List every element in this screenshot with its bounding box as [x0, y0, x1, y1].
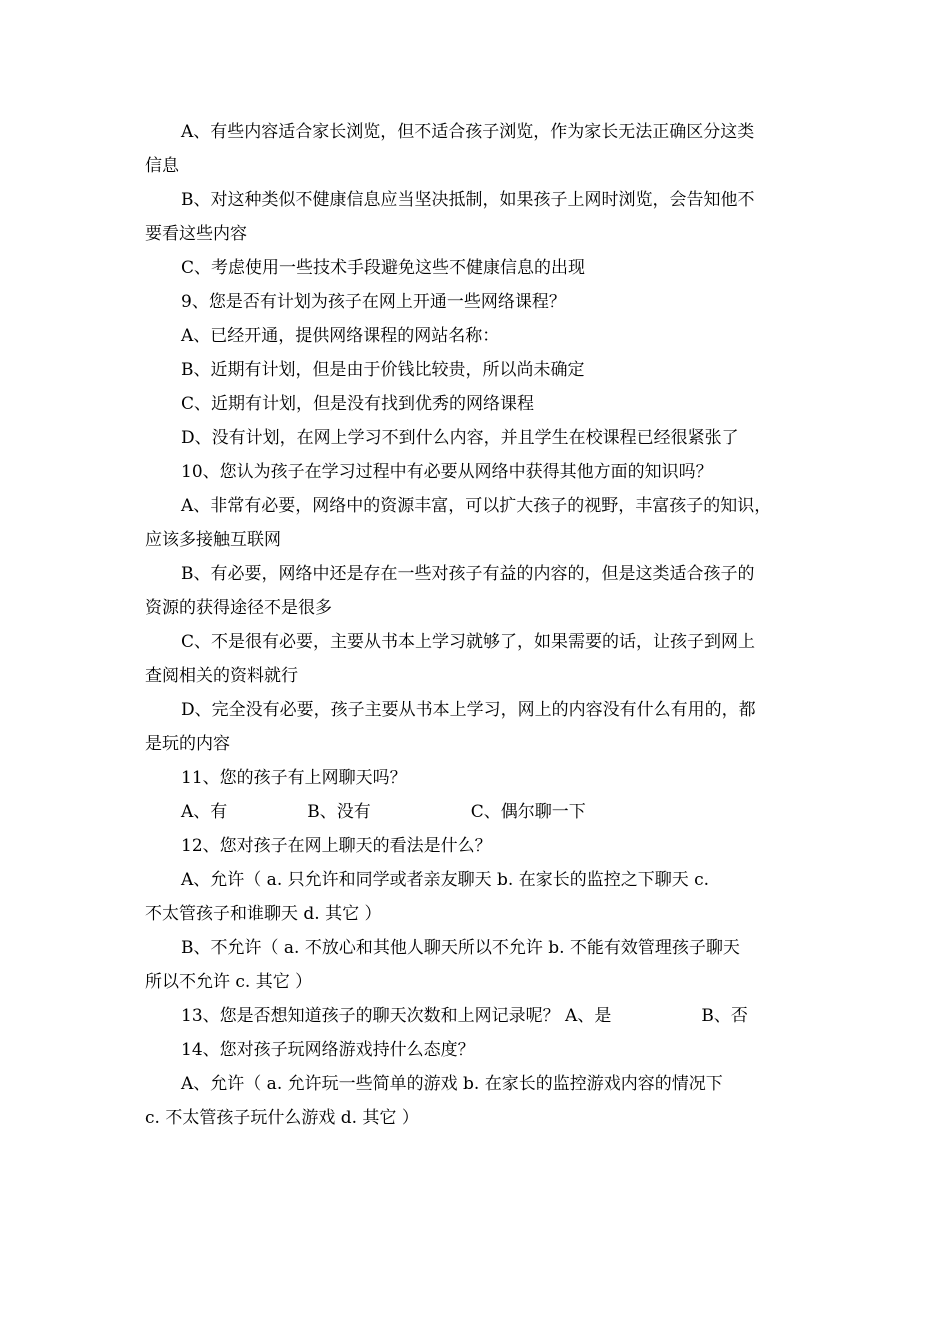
- q8-option-c: C、考虑使用一些技术手段避免这些不健康信息的出现: [181, 258, 586, 278]
- q9-option-b: B、近期有计划，但是由于价钱比较贵，所以尚未确定: [181, 360, 585, 380]
- questionnaire-body: [145, 120, 810, 1140]
- q12-option-b: B、不允许（ a. 不放心和其他人聊天所以不允许 b. 不能有效管理孩子聊天: [181, 938, 740, 958]
- q10-question: 10、您认为孩子在学习过程中有必要从网络中获得其他方面的知识吗？: [181, 462, 713, 482]
- q10-option-d-cont: 是玩的内容: [145, 734, 230, 754]
- q11-option-a: A、有: [181, 802, 228, 822]
- q10-option-b: B、有必要，网络中还是存在一些对孩子有益的内容的，但是这类适合孩子的: [181, 564, 755, 584]
- q10-option-b-cont: 资源的获得途径不是很多: [145, 598, 332, 618]
- q12-option-b-cont: 所以不允许 c. 其它 ）: [145, 972, 313, 992]
- q13-question: 13、您是否想知道孩子的聊天次数和上网记录呢？: [181, 1006, 560, 1026]
- q14-option-a-cont: c. 不太管孩子玩什么游戏 d. 其它 ）: [145, 1108, 419, 1128]
- q14-option-a: A、允许（ a. 允许玩一些简单的游戏 b. 在家长的监控游戏内容的情况下: [181, 1074, 723, 1094]
- q14-question: 14、您对孩子玩网络游戏持什么态度？: [181, 1040, 475, 1060]
- q8-option-a-cont: 信息: [145, 156, 179, 176]
- q11-options: [145, 800, 810, 824]
- q11-option-b: B、没有: [307, 802, 371, 822]
- q11-option-c: C、偶尔聊一下: [470, 802, 586, 822]
- q9-question: 9、您是否有计划为孩子在网上开通一些网络课程？: [181, 292, 566, 312]
- q8-option-a: A、有些内容适合家长浏览，但不适合孩子浏览，作为家长无法正确区分这类: [181, 122, 755, 142]
- q9-option-a: A、已经开通，提供网络课程的网站名称：: [181, 326, 500, 346]
- q10-option-a: A、非常有必要，网络中的资源丰富，可以扩大孩子的视野，丰富孩子的知识，: [181, 496, 772, 516]
- q13-option-b: B、否: [701, 1006, 748, 1026]
- q10-option-c-cont: 查阅相关的资料就行: [145, 666, 298, 686]
- q9-option-d: D、没有计划，在网上学习不到什么内容，并且学生在校课程已经很紧张了: [181, 428, 739, 448]
- q10-option-a-cont: 应该多接触互联网: [145, 530, 281, 550]
- q8-option-b: B、对这种类似不健康信息应当坚决抵制，如果孩子上网时浏览，会告知他不: [181, 190, 755, 210]
- q12-option-a-cont: 不太管孩子和谁聊天 d. 其它 ）: [145, 904, 382, 924]
- q12-option-a: A、允许（ a. 只允许和同学或者亲友聊天 b. 在家长的监控之下聊天 c.: [181, 870, 710, 890]
- q9-option-c: C、近期有计划，但是没有找到优秀的网络课程: [181, 394, 535, 414]
- q13-line: [145, 1004, 810, 1028]
- q11-question: 11、您的孩子有上网聊天吗？: [181, 768, 407, 788]
- q13-option-a: A、是: [565, 1006, 612, 1026]
- q12-question: 12、您对孩子在网上聊天的看法是什么？: [181, 836, 492, 856]
- q8-option-b-cont: 要看这些内容: [145, 224, 247, 244]
- q10-option-c: C、不是很有必要，主要从书本上学习就够了，如果需要的话，让孩子到网上: [181, 632, 756, 652]
- q10-option-d: D、完全没有必要，孩子主要从书本上学习，网上的内容没有什么有用的，都: [181, 700, 756, 720]
